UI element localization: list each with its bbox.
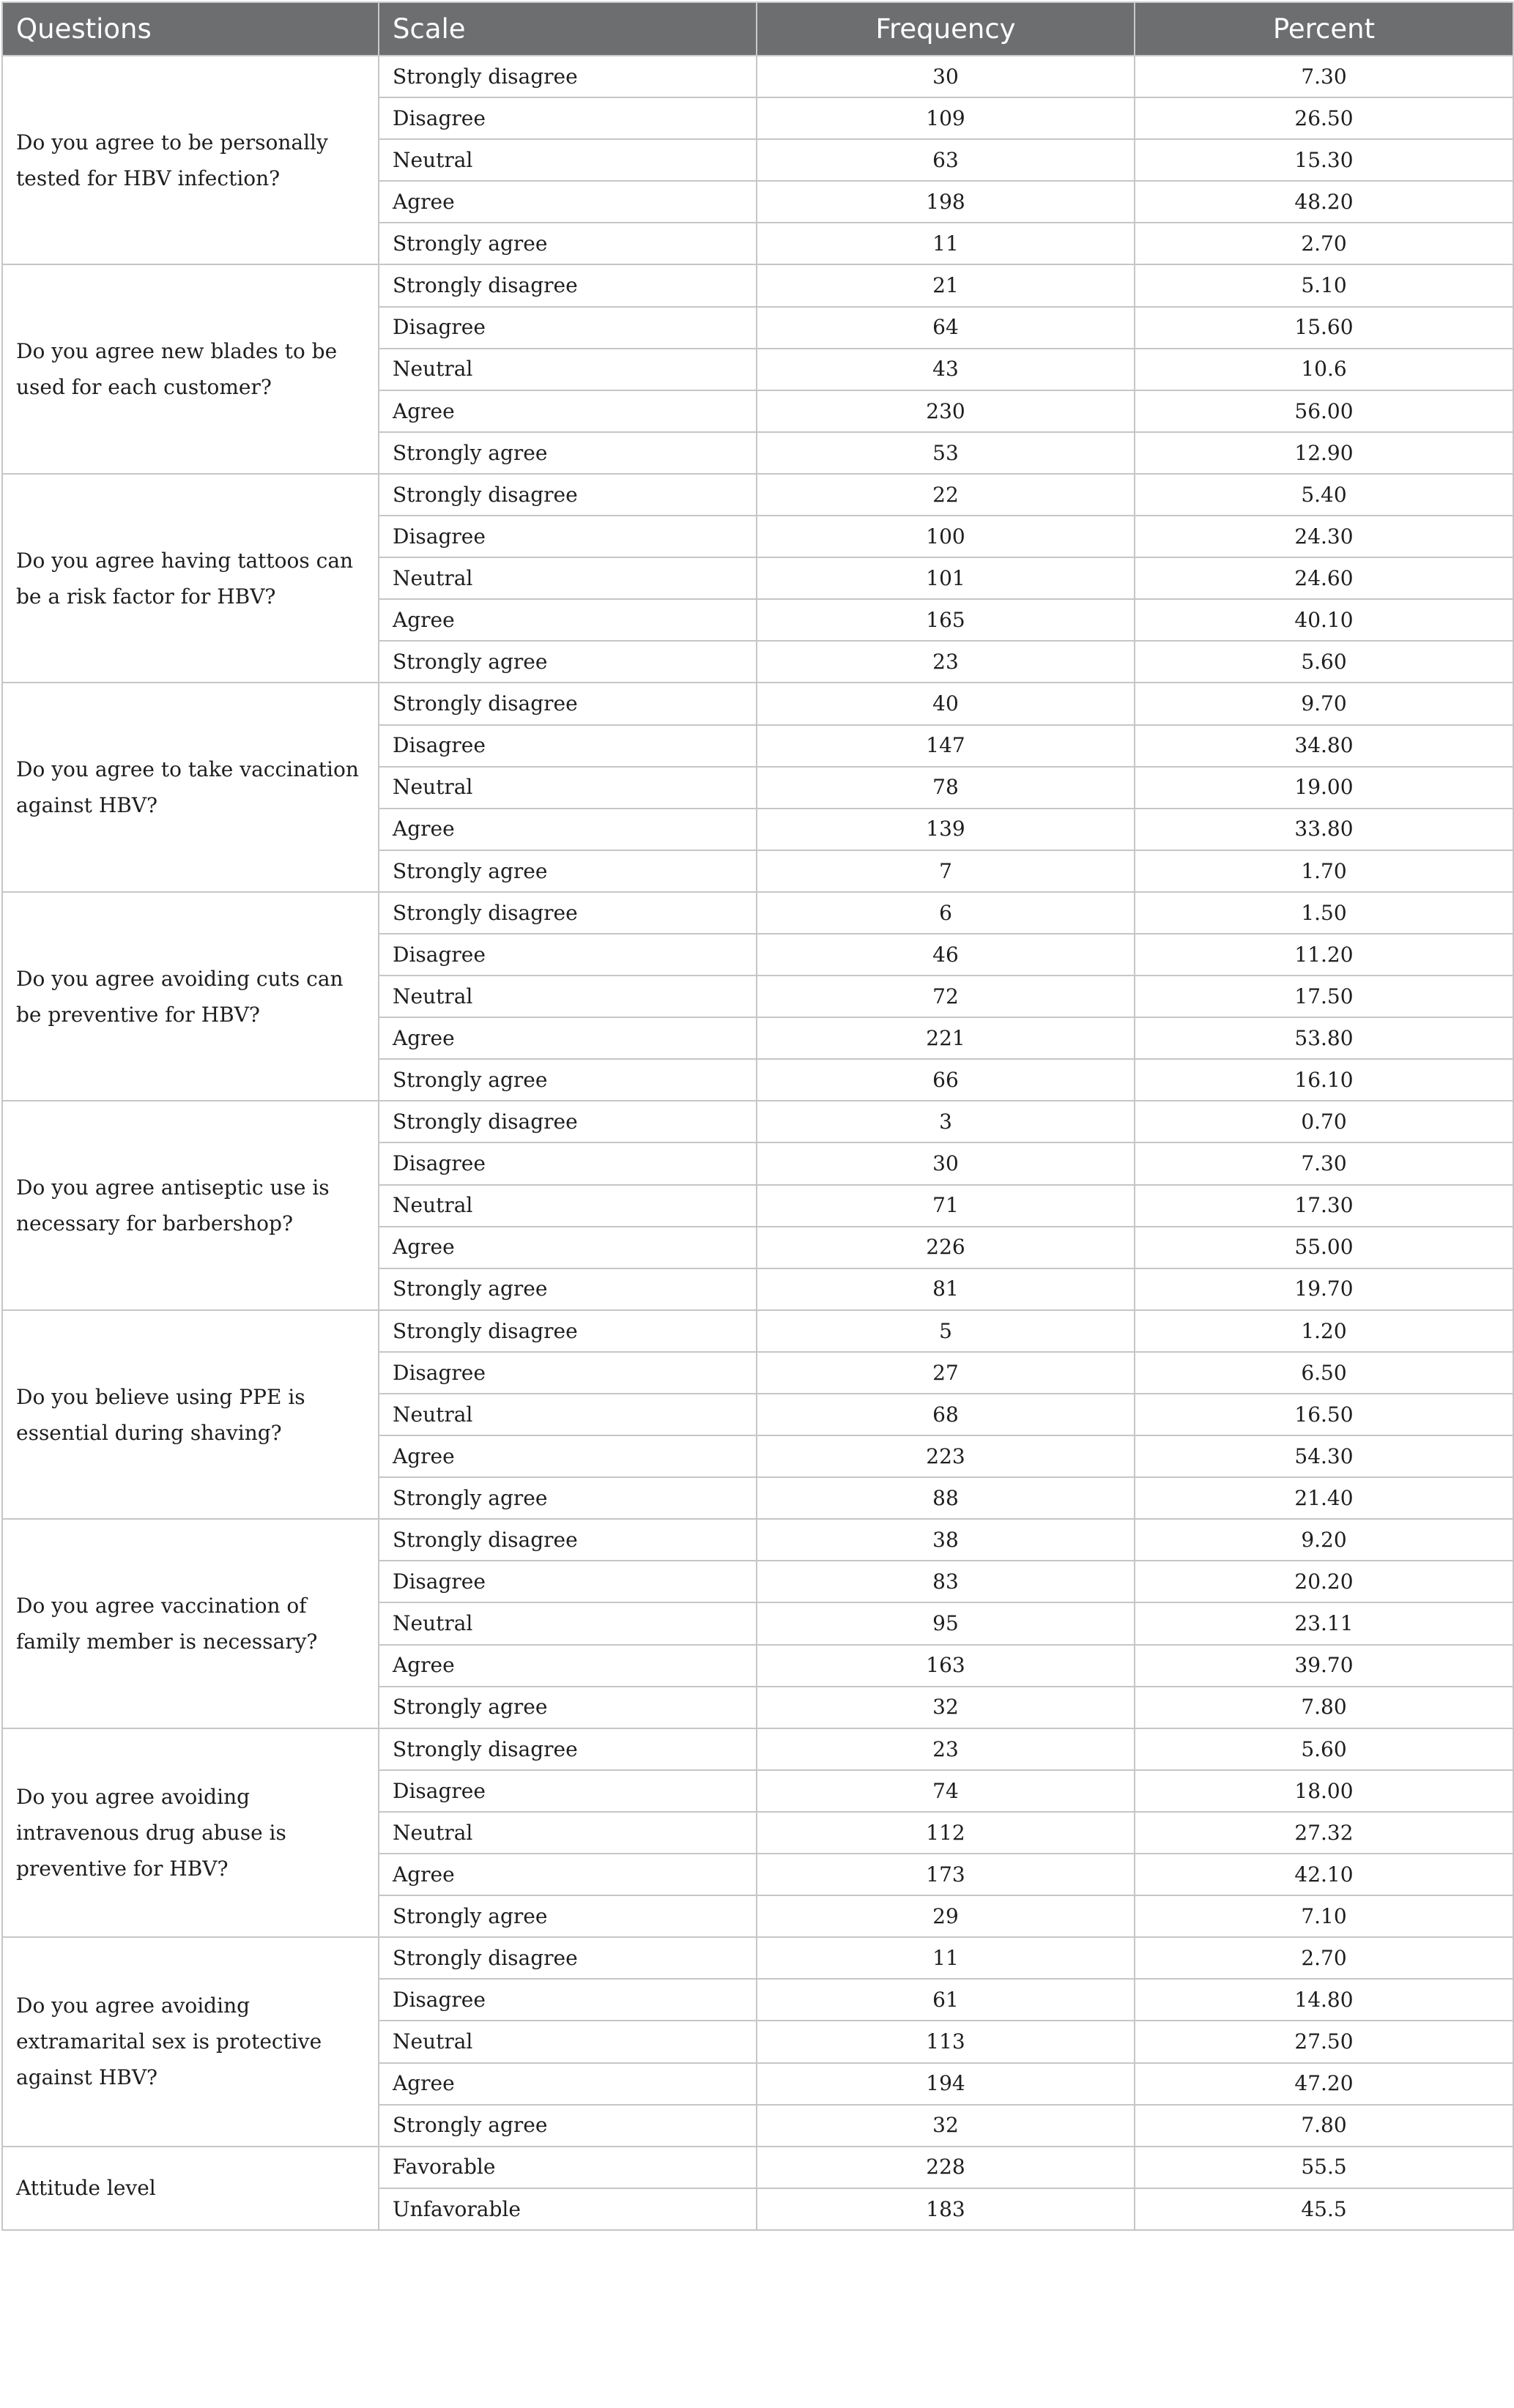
scale-cell: Strongly disagree — [379, 56, 757, 97]
frequency-cell: 22 — [757, 474, 1135, 516]
scale-cell: Unfavorable — [379, 2188, 757, 2230]
frequency-cell: 11 — [757, 223, 1135, 264]
percent-cell: 27.50 — [1135, 2021, 1513, 2062]
percent-cell: 55.00 — [1135, 1227, 1513, 1268]
percent-cell: 2.70 — [1135, 1937, 1513, 1979]
frequency-cell: 198 — [757, 181, 1135, 223]
scale-cell: Strongly disagree — [379, 1519, 757, 1561]
frequency-cell: 183 — [757, 2188, 1135, 2230]
header-percent: Percent — [1135, 2, 1513, 56]
scale-cell: Neutral — [379, 1394, 757, 1435]
question-cell: Do you agree avoiding intravenous drug abuse is preventive for HBV? — [2, 1728, 379, 1937]
frequency-cell: 27 — [757, 1352, 1135, 1394]
frequency-cell: 64 — [757, 307, 1135, 349]
scale-cell: Disagree — [379, 97, 757, 139]
percent-cell: 14.80 — [1135, 1979, 1513, 2021]
scale-cell: Strongly agree — [379, 850, 757, 892]
scale-cell: Agree — [379, 181, 757, 223]
percent-cell: 11.20 — [1135, 934, 1513, 976]
percent-cell: 27.32 — [1135, 1812, 1513, 1854]
scale-cell: Strongly agree — [379, 1687, 757, 1728]
percent-cell: 7.30 — [1135, 1142, 1513, 1184]
table-row — [2, 892, 1513, 934]
scale-cell: Disagree — [379, 1142, 757, 1184]
percent-cell: 21.40 — [1135, 1477, 1513, 1519]
frequency-cell: 46 — [757, 934, 1135, 976]
percent-cell: 9.20 — [1135, 1519, 1513, 1561]
table-row — [2, 1728, 1513, 1770]
table-body — [2, 56, 1513, 2230]
frequency-cell: 139 — [757, 809, 1135, 850]
attitude-table — [1, 1, 1514, 2231]
question-cell: Do you agree avoiding extramarital sex is protective against HBV? — [2, 1937, 379, 2146]
percent-cell: 20.20 — [1135, 1561, 1513, 1602]
scale-cell: Strongly disagree — [379, 1101, 757, 1142]
scale-cell: Strongly agree — [379, 223, 757, 264]
scale-cell: Neutral — [379, 139, 757, 181]
table-row — [2, 1101, 1513, 1142]
frequency-cell: 29 — [757, 1895, 1135, 1937]
frequency-cell: 173 — [757, 1854, 1135, 1895]
scale-cell: Strongly agree — [379, 1268, 757, 1310]
question-cell: Do you agree antiseptic use is necessary for barbershop? — [2, 1101, 379, 1309]
table-row — [2, 264, 1513, 306]
header-questions: Questions — [2, 2, 379, 56]
question-cell: Do you agree to take vaccination against HBV? — [2, 683, 379, 891]
frequency-cell: 81 — [757, 1268, 1135, 1310]
percent-cell: 42.10 — [1135, 1854, 1513, 1895]
percent-cell: 24.30 — [1135, 516, 1513, 557]
frequency-cell: 7 — [757, 850, 1135, 892]
scale-cell: Strongly disagree — [379, 474, 757, 516]
frequency-cell: 221 — [757, 1017, 1135, 1059]
question-cell: Do you agree vaccination of family member is necessary? — [2, 1519, 379, 1728]
percent-cell: 55.5 — [1135, 2147, 1513, 2188]
percent-cell: 47.20 — [1135, 2063, 1513, 2105]
table-row — [2, 1937, 1513, 1979]
scale-cell: Strongly disagree — [379, 264, 757, 306]
question-cell: Do you believe using PPE is essential during shaving? — [2, 1310, 379, 1519]
percent-cell: 7.30 — [1135, 56, 1513, 97]
frequency-cell: 95 — [757, 1602, 1135, 1644]
percent-cell: 9.70 — [1135, 683, 1513, 724]
percent-cell: 54.30 — [1135, 1435, 1513, 1477]
header-scale: Scale — [379, 2, 757, 56]
percent-cell: 16.10 — [1135, 1059, 1513, 1101]
percent-cell: 5.60 — [1135, 1728, 1513, 1770]
frequency-cell: 83 — [757, 1561, 1135, 1602]
scale-cell: Strongly disagree — [379, 683, 757, 724]
frequency-cell: 109 — [757, 97, 1135, 139]
frequency-cell: 63 — [757, 139, 1135, 181]
percent-cell: 17.30 — [1135, 1185, 1513, 1227]
frequency-cell: 6 — [757, 892, 1135, 934]
question-cell: Do you agree to be personally tested for HBV infection? — [2, 56, 379, 264]
scale-cell: Strongly agree — [379, 2105, 757, 2147]
frequency-cell: 72 — [757, 976, 1135, 1017]
scale-cell: Neutral — [379, 1812, 757, 1854]
percent-cell: 39.70 — [1135, 1645, 1513, 1687]
frequency-cell: 74 — [757, 1770, 1135, 1812]
header-frequency: Frequency — [757, 2, 1135, 56]
frequency-cell: 230 — [757, 390, 1135, 432]
frequency-cell: 163 — [757, 1645, 1135, 1687]
frequency-cell: 61 — [757, 1979, 1135, 2021]
percent-cell: 5.10 — [1135, 264, 1513, 306]
percent-cell: 34.80 — [1135, 725, 1513, 767]
table-row — [2, 474, 1513, 516]
percent-cell: 48.20 — [1135, 181, 1513, 223]
frequency-cell: 5 — [757, 1310, 1135, 1352]
scale-cell: Agree — [379, 1435, 757, 1477]
scale-cell: Neutral — [379, 2021, 757, 2062]
frequency-cell: 40 — [757, 683, 1135, 724]
frequency-cell: 32 — [757, 2105, 1135, 2147]
percent-cell: 16.50 — [1135, 1394, 1513, 1435]
frequency-cell: 3 — [757, 1101, 1135, 1142]
frequency-cell: 38 — [757, 1519, 1135, 1561]
scale-cell: Strongly agree — [379, 641, 757, 683]
percent-cell: 24.60 — [1135, 557, 1513, 599]
scale-cell: Agree — [379, 1854, 757, 1895]
scale-cell: Disagree — [379, 307, 757, 349]
question-cell: Do you agree having tattoos can be a risk factor for HBV? — [2, 474, 379, 683]
scale-cell: Agree — [379, 390, 757, 432]
scale-cell: Disagree — [379, 725, 757, 767]
percent-cell: 1.50 — [1135, 892, 1513, 934]
percent-cell: 15.60 — [1135, 307, 1513, 349]
frequency-cell: 101 — [757, 557, 1135, 599]
percent-cell: 17.50 — [1135, 976, 1513, 1017]
scale-cell: Disagree — [379, 1770, 757, 1812]
frequency-cell: 194 — [757, 2063, 1135, 2105]
table-row — [2, 683, 1513, 724]
percent-cell: 45.5 — [1135, 2188, 1513, 2230]
percent-cell: 19.00 — [1135, 767, 1513, 809]
frequency-cell: 88 — [757, 1477, 1135, 1519]
scale-cell: Neutral — [379, 349, 757, 390]
frequency-cell: 68 — [757, 1394, 1135, 1435]
scale-cell: Agree — [379, 1017, 757, 1059]
frequency-cell: 226 — [757, 1227, 1135, 1268]
percent-cell: 10.6 — [1135, 349, 1513, 390]
percent-cell: 40.10 — [1135, 599, 1513, 641]
frequency-cell: 23 — [757, 641, 1135, 683]
scale-cell: Neutral — [379, 1185, 757, 1227]
percent-cell: 5.40 — [1135, 474, 1513, 516]
percent-cell: 1.20 — [1135, 1310, 1513, 1352]
scale-cell: Agree — [379, 1645, 757, 1687]
scale-cell: Favorable — [379, 2147, 757, 2188]
scale-cell: Agree — [379, 1227, 757, 1268]
table-row — [2, 1519, 1513, 1561]
frequency-cell: 165 — [757, 599, 1135, 641]
scale-cell: Strongly agree — [379, 1477, 757, 1519]
frequency-cell: 112 — [757, 1812, 1135, 1854]
frequency-cell: 30 — [757, 1142, 1135, 1184]
scale-cell: Agree — [379, 809, 757, 850]
frequency-cell: 71 — [757, 1185, 1135, 1227]
table-row — [2, 1310, 1513, 1352]
scale-cell: Neutral — [379, 767, 757, 809]
frequency-cell: 228 — [757, 2147, 1135, 2188]
percent-cell: 1.70 — [1135, 850, 1513, 892]
percent-cell: 6.50 — [1135, 1352, 1513, 1394]
percent-cell: 7.80 — [1135, 1687, 1513, 1728]
scale-cell: Strongly disagree — [379, 1310, 757, 1352]
percent-cell: 33.80 — [1135, 809, 1513, 850]
scale-cell: Neutral — [379, 1602, 757, 1644]
scale-cell: Strongly disagree — [379, 892, 757, 934]
scale-cell: Agree — [379, 599, 757, 641]
frequency-cell: 32 — [757, 1687, 1135, 1728]
frequency-cell: 78 — [757, 767, 1135, 809]
scale-cell: Disagree — [379, 934, 757, 976]
percent-cell: 7.80 — [1135, 2105, 1513, 2147]
scale-cell: Strongly disagree — [379, 1728, 757, 1770]
percent-cell: 5.60 — [1135, 641, 1513, 683]
percent-cell: 0.70 — [1135, 1101, 1513, 1142]
frequency-cell: 53 — [757, 432, 1135, 474]
percent-cell: 53.80 — [1135, 1017, 1513, 1059]
scale-cell: Neutral — [379, 976, 757, 1017]
percent-cell: 26.50 — [1135, 97, 1513, 139]
percent-cell: 15.30 — [1135, 139, 1513, 181]
frequency-cell: 100 — [757, 516, 1135, 557]
scale-cell: Neutral — [379, 557, 757, 599]
frequency-cell: 113 — [757, 2021, 1135, 2062]
table-row — [2, 56, 1513, 97]
scale-cell: Strongly disagree — [379, 1937, 757, 1979]
scale-cell: Disagree — [379, 1979, 757, 2021]
frequency-cell: 30 — [757, 56, 1135, 97]
scale-cell: Strongly agree — [379, 432, 757, 474]
scale-cell: Disagree — [379, 516, 757, 557]
percent-cell: 18.00 — [1135, 1770, 1513, 1812]
scale-cell: Disagree — [379, 1561, 757, 1602]
scale-cell: Strongly agree — [379, 1059, 757, 1101]
scale-cell: Strongly agree — [379, 1895, 757, 1937]
frequency-cell: 43 — [757, 349, 1135, 390]
scale-cell: Disagree — [379, 1352, 757, 1394]
question-cell: Do you agree new blades to be used for each customer? — [2, 264, 379, 473]
header-row — [2, 2, 1513, 56]
percent-cell: 19.70 — [1135, 1268, 1513, 1310]
question-cell: Attitude level — [2, 2147, 379, 2230]
percent-cell: 7.10 — [1135, 1895, 1513, 1937]
percent-cell: 12.90 — [1135, 432, 1513, 474]
percent-cell: 2.70 — [1135, 223, 1513, 264]
frequency-cell: 21 — [757, 264, 1135, 306]
frequency-cell: 223 — [757, 1435, 1135, 1477]
frequency-cell: 23 — [757, 1728, 1135, 1770]
percent-cell: 56.00 — [1135, 390, 1513, 432]
scale-cell: Agree — [379, 2063, 757, 2105]
frequency-cell: 147 — [757, 725, 1135, 767]
table-row — [2, 2147, 1513, 2188]
frequency-cell: 11 — [757, 1937, 1135, 1979]
percent-cell: 23.11 — [1135, 1602, 1513, 1644]
frequency-cell: 66 — [757, 1059, 1135, 1101]
question-cell: Do you agree avoiding cuts can be preventive for HBV? — [2, 892, 379, 1101]
table-header — [2, 2, 1513, 56]
